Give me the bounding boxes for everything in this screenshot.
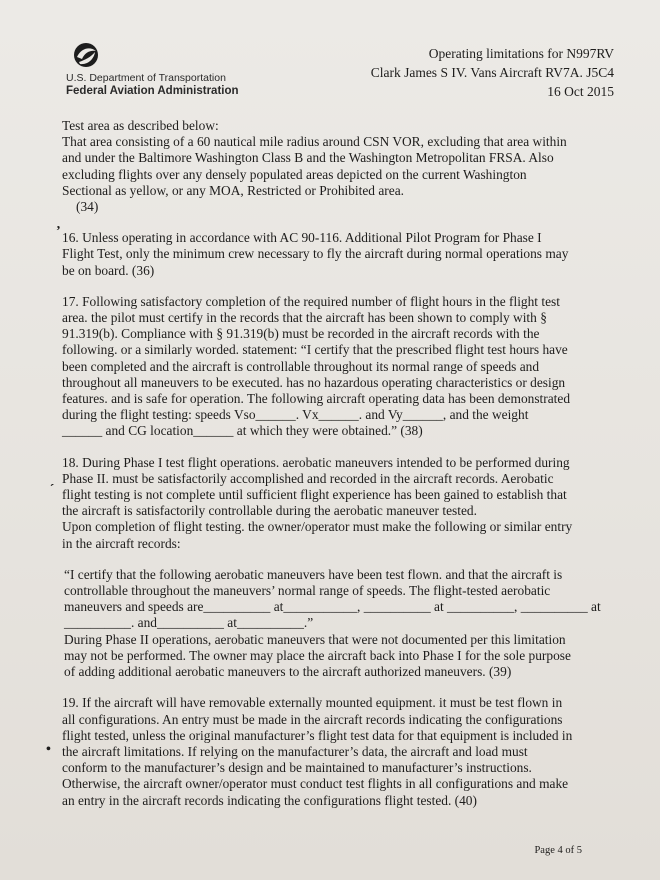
text-line: an entry in the aircraft records indicating the configurations flight tested. (40) [62,792,477,808]
limitations-body [62,118,612,809]
test-area-paragraph [62,118,612,215]
text-line: the aircraft is satisfactorily controllable during the aerobatic maneuver tested. [62,503,477,519]
text-line: __________. and__________ at__________.” [64,615,314,631]
text-line: ______ and CG location______ at which they were obtained.” (38) [62,423,423,439]
text-line: during the flight testing: speeds Vso______. Vx______. and Vy______, and the weight [62,407,529,423]
item-17 [62,294,612,440]
margin-bullet-mark: • [46,742,51,757]
text-line: 16. Unless operating in accordance with AC 90-116. Additional Pilot Program for Phase I [62,230,542,246]
text-line: may not be performed. The owner may place the aircraft back into Phase I for the sole purpose [64,647,571,663]
text-line: in the aircraft records: [62,535,181,551]
text-line: 19. If the aircraft will have removable externally mounted equipment. it must be test flown in [62,695,563,711]
text-line: 17. Following satisfactory completion of the required number of flight hours in the flight test [62,293,560,309]
text-line: That area consisting of a 60 nautical mile radius around CSN VOR, excluding that area within [62,134,567,150]
text-line: the aircraft limitations. If relying on the manufacturer’s data, the aircraft and load must [62,743,528,759]
text-line: During Phase II operations, aerobatic maneuvers that were not documented per this limitation [64,631,566,647]
page-number: Page 4 of 5 [534,845,582,856]
text-line: 18. During Phase I test flight operations. aerobatic maneuvers intended to be performed during [62,454,570,470]
reference-block [371,44,614,101]
text-line: been completed and the aircraft is controllable throughout its normal range of speeds and [62,358,540,374]
text-line: 91.319(b). Compliance with § 91.319(b) must be recorded in the aircraft records with the [62,326,540,342]
text-line: maneuvers and speeds are__________ at___________, __________ at __________, __________ at [64,599,601,615]
agency-block [66,72,239,98]
text-line: excluding flights over any densely populated areas depicted on the current Washington [62,166,527,182]
text-line: Upon completion of flight testing. the owner/operator must make the following or similar entry [62,519,573,535]
margin-tick-mark: ˏ [50,472,55,487]
text-line: be on board. (36) [62,262,155,278]
text-line: “I certify that the following aerobatic maneuvers have been test flown. and that the aircraft is [64,566,563,582]
item-18-certification [62,567,612,680]
text-line: and under the Baltimore Washington Class B and the Washington Metropolitan FRSA. Also [62,150,554,166]
text-line: Flight Test, only the minimum crew necessary to fly the aircraft during normal operations may [62,246,569,262]
text-line: following. or a similarly worded. statement: “I certify that the prescribed flight test hours have [62,342,568,358]
text-line: conform to the manufacturer’s design and be maintained to manufacturer’s instructions. [62,760,532,776]
text-line: flight tested, unless the original manufacturer’s flight test data for that equipment is included in [62,727,573,743]
ref-title: Operating limitations for N997RV [428,46,614,61]
text-line: of adding additional aerobatic maneuvers to the aircraft authorized maneuvers. (39) [64,664,512,680]
text-line: Test area as described below: [62,118,219,133]
text-line: controllable throughout the maneuvers’ normal range of speeds. The flight-tested aerobatic [64,583,551,599]
text-line: Sectional as yellow, or any MOA, Restricted or Prohibited area. [62,182,404,198]
ref-date: 16 Oct 2015 [547,84,614,99]
text-line: features. and is safe for operation. The following aircraft operating data has been demonstrated [62,391,571,407]
item-18 [62,455,612,552]
item-19 [62,695,612,808]
text-line: (34) [76,199,99,215]
dot-logo-icon [66,40,106,74]
item-16 [62,230,612,279]
agency-name: Federal Aviation Administration [66,85,239,97]
ref-applicant: Clark James S IV. Vans Aircraft RV7A. J5C4 [370,65,614,80]
text-line: Phase II. must be satisfactorily accomplished and recorded in the aircraft records. Aerobatic [62,470,554,486]
text-line: throughout all maneuvers to be executed. has no hazardous operating characteristics or design [62,374,566,390]
text-line: Otherwise, the aircraft owner/operator must conduct test flights in all configurations and make [62,776,569,792]
text-line: area. the pilot must certify in the records that the aircraft has been shown to comply with § [62,310,547,326]
margin-tick-mark: ʼ [56,224,61,239]
text-line: flight testing is not complete until sufficient flight experience has been gained to establish that [62,487,567,503]
text-line: all configurations. An entry must be made in the aircraft records indicating the configurations [62,711,563,727]
agency-department: U.S. Department of Transportation [66,72,226,84]
